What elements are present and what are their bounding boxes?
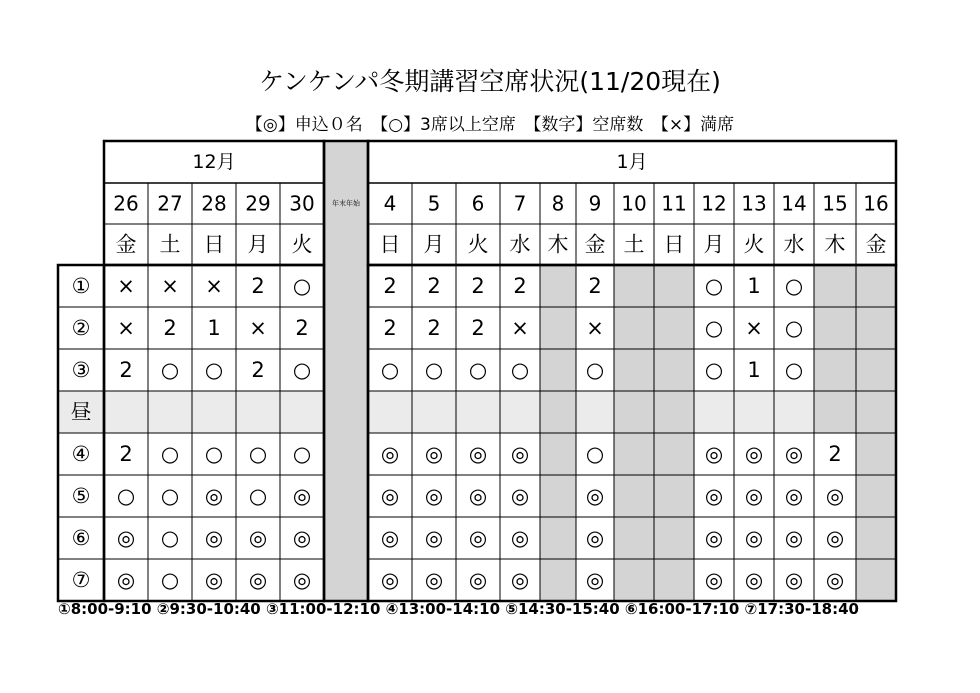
closed-cell [614, 349, 654, 391]
seat-status: ○ [704, 358, 724, 382]
seat-status: ◎ [380, 442, 400, 466]
seat-status: ○ [784, 316, 804, 340]
lunch-cell [694, 391, 734, 433]
seat-status: ○ [380, 358, 400, 382]
closed-cell [540, 307, 576, 349]
closed-cell [856, 307, 896, 349]
closed-cell [856, 349, 896, 391]
closed-cell [856, 265, 896, 307]
date-label: 15 [822, 191, 848, 216]
lunch-cell [104, 391, 148, 433]
closed-cell [614, 559, 654, 601]
seat-status: 2 [383, 274, 397, 298]
seat-status: ◎ [825, 526, 845, 550]
seat-status: ◎ [704, 526, 724, 550]
seat-status: ○ [292, 358, 312, 382]
seat-status: × [511, 316, 529, 340]
weekday-label: 火 [291, 232, 313, 257]
closed-cell [540, 349, 576, 391]
weekday-label: 木 [824, 232, 846, 257]
seat-status: 2 [251, 274, 265, 298]
seat-status: ◎ [744, 568, 764, 592]
weekday-label: 日 [203, 232, 225, 257]
seat-status: ◎ [510, 568, 530, 592]
seat-status: ○ [468, 358, 488, 382]
seat-status: ◎ [204, 526, 224, 550]
closed-cell [614, 307, 654, 349]
seat-status: ◎ [380, 526, 400, 550]
seat-status: ○ [204, 358, 224, 382]
date-label: 28 [201, 191, 227, 216]
seat-status: × [586, 316, 604, 340]
seat-status: ○ [116, 484, 136, 508]
seat-status: ◎ [585, 484, 605, 508]
closed-cell [614, 517, 654, 559]
period-label: ⑥ [71, 526, 91, 550]
seat-status: ◎ [248, 568, 268, 592]
seat-status: 2 [119, 442, 133, 466]
seat-status: ○ [292, 442, 312, 466]
seat-status: ◎ [424, 526, 444, 550]
seat-status: ◎ [380, 568, 400, 592]
seat-status: ○ [704, 274, 724, 298]
closed-cell [540, 517, 576, 559]
closed-cell [614, 475, 654, 517]
seat-status: ○ [585, 358, 605, 382]
lunch-cell [500, 391, 540, 433]
legend: 【◎】申込０名 【○】3席以上空席 【数字】空席数 【×】満席 [245, 115, 735, 135]
weekday-label: 金 [584, 232, 606, 257]
seat-status: ◎ [744, 442, 764, 466]
seat-status: 2 [163, 316, 177, 340]
closed-cell [856, 517, 896, 559]
seat-status: ◎ [510, 526, 530, 550]
seat-status: ◎ [744, 484, 764, 508]
seat-status: ◎ [585, 526, 605, 550]
closed-cell [540, 265, 576, 307]
seat-status: ◎ [424, 442, 444, 466]
seat-status: ◎ [468, 568, 488, 592]
closed-cell [654, 433, 694, 475]
closed-cell [654, 349, 694, 391]
date-label: 29 [245, 191, 271, 216]
seat-status: ◎ [204, 568, 224, 592]
lunch-cell [280, 391, 324, 433]
seat-status: ◎ [468, 442, 488, 466]
seat-status: ◎ [292, 568, 312, 592]
date-label: 7 [513, 191, 527, 216]
closed-cell [856, 433, 896, 475]
seat-status: 2 [471, 316, 485, 340]
seat-status: ○ [248, 442, 268, 466]
seat-status: ◎ [704, 484, 724, 508]
date-label: 30 [289, 191, 315, 216]
date-label: 11 [661, 191, 687, 216]
seat-status: ◎ [744, 526, 764, 550]
date-label: 12 [701, 191, 727, 216]
date-label: 5 [427, 191, 441, 216]
closed-cell [814, 391, 856, 433]
date-label: 10 [621, 191, 647, 216]
weekday-label: 水 [783, 232, 805, 257]
seat-status: 2 [251, 358, 265, 382]
seat-status: ○ [585, 442, 605, 466]
seat-status: × [205, 274, 223, 298]
seat-status: 1 [747, 274, 761, 298]
lunch-cell [412, 391, 456, 433]
weekday-label: 火 [467, 232, 489, 257]
closed-cell [654, 391, 694, 433]
seat-status: ◎ [510, 484, 530, 508]
page-title: ケンケンパ冬期講習空席状況(11/20現在) [259, 67, 721, 96]
date-label: 9 [588, 191, 602, 216]
lunch-cell [368, 391, 412, 433]
weekday-label: 月 [703, 232, 725, 257]
period-label: ④ [71, 442, 91, 466]
date-label: 4 [383, 191, 397, 216]
seat-status: 1 [747, 358, 761, 382]
seat-status: ◎ [825, 484, 845, 508]
seat-status: 2 [119, 358, 133, 382]
seat-status: ◎ [704, 442, 724, 466]
seat-status: 2 [427, 316, 441, 340]
seat-status: ○ [510, 358, 530, 382]
seat-status: ◎ [784, 442, 804, 466]
lunch-cell [456, 391, 500, 433]
closed-cell [540, 559, 576, 601]
weekday-label: 日 [663, 232, 685, 257]
lunch-cell [236, 391, 280, 433]
closed-cell [614, 433, 654, 475]
seat-status: 2 [295, 316, 309, 340]
seat-status: ◎ [784, 568, 804, 592]
period-label: ① [71, 274, 91, 298]
seat-status: ◎ [116, 568, 136, 592]
seat-status: ◎ [116, 526, 136, 550]
period-label: ③ [71, 358, 91, 382]
period-label: ⑤ [71, 484, 91, 508]
seat-status: ○ [160, 442, 180, 466]
seat-status: ○ [204, 442, 224, 466]
seat-status: 2 [828, 442, 842, 466]
closed-cell [654, 307, 694, 349]
seat-status: ○ [160, 358, 180, 382]
closed-cell [614, 265, 654, 307]
weekday-label: 土 [159, 232, 181, 257]
closed-cell [654, 517, 694, 559]
weekday-label: 水 [509, 232, 531, 257]
closed-cell [540, 433, 576, 475]
period-label: ② [71, 316, 91, 340]
seat-status: ○ [784, 274, 804, 298]
seat-status: ○ [248, 484, 268, 508]
closed-cell [540, 391, 576, 433]
seat-status: ○ [424, 358, 444, 382]
closed-cell [814, 349, 856, 391]
closed-cell [614, 391, 654, 433]
closed-cell [856, 475, 896, 517]
closed-cell [654, 559, 694, 601]
closed-cell [814, 307, 856, 349]
date-label: 13 [741, 191, 767, 216]
date-label: 6 [471, 191, 485, 216]
seat-status: ◎ [380, 484, 400, 508]
seat-status: 2 [471, 274, 485, 298]
seat-status: ◎ [784, 484, 804, 508]
seat-status: 2 [588, 274, 602, 298]
seat-status: ○ [160, 568, 180, 592]
lunch-cell [774, 391, 814, 433]
closed-cell [856, 559, 896, 601]
lunch-cell [734, 391, 774, 433]
weekday-label: 日 [379, 232, 401, 257]
seat-status: ○ [704, 316, 724, 340]
seat-status: ○ [292, 274, 312, 298]
date-label: 27 [157, 191, 183, 216]
seat-status: ◎ [248, 526, 268, 550]
lunch-cell [148, 391, 192, 433]
seat-status: ◎ [585, 568, 605, 592]
period-label: 昼 [70, 400, 92, 424]
seat-status: ○ [160, 484, 180, 508]
weekday-label: 木 [547, 232, 569, 257]
seat-status: 1 [207, 316, 221, 340]
weekday-label: 月 [247, 232, 269, 257]
seat-status: × [249, 316, 267, 340]
year-end-label: 年末年始 [332, 199, 360, 208]
month-label: 12月 [192, 151, 236, 173]
date-label: 16 [863, 191, 889, 216]
weekday-label: 金 [865, 232, 887, 257]
weekday-label: 月 [423, 232, 445, 257]
weekday-label: 火 [743, 232, 765, 257]
date-label: 8 [551, 191, 565, 216]
seat-status: ◎ [510, 442, 530, 466]
seat-status: ○ [784, 358, 804, 382]
lunch-cell [192, 391, 236, 433]
lunch-cell [576, 391, 614, 433]
period-label: ⑦ [71, 568, 91, 592]
closed-cell [654, 475, 694, 517]
seat-status: ◎ [825, 568, 845, 592]
date-label: 26 [113, 191, 139, 216]
seat-status: ◎ [424, 484, 444, 508]
seat-status: ◎ [468, 526, 488, 550]
month-label: 1月 [616, 151, 648, 173]
seat-status: × [745, 316, 763, 340]
seat-status: ◎ [704, 568, 724, 592]
seat-status: ◎ [784, 526, 804, 550]
seat-status: ◎ [292, 484, 312, 508]
seat-status: 2 [427, 274, 441, 298]
seat-status: ○ [160, 526, 180, 550]
weekday-label: 金 [115, 232, 137, 257]
seat-status: 2 [513, 274, 527, 298]
seat-status: × [161, 274, 179, 298]
seat-status: ◎ [424, 568, 444, 592]
weekday-label: 土 [623, 232, 645, 257]
seat-status: 2 [383, 316, 397, 340]
closed-cell [540, 475, 576, 517]
year-end-column [324, 141, 368, 601]
date-label: 14 [781, 191, 807, 216]
closed-cell [654, 265, 694, 307]
seat-status: × [117, 274, 135, 298]
closed-cell [814, 265, 856, 307]
closed-cell [856, 391, 896, 433]
period-times: ①8:00-9:10 ②9:30-10:40 ③11:00-12:10 ④13:00-14:10 ⑤14:30-15:40 ⑥16:00-17:10 ⑦17:30-18:40 [58, 600, 859, 618]
seat-status: ◎ [468, 484, 488, 508]
seat-status: × [117, 316, 135, 340]
seat-status: ◎ [292, 526, 312, 550]
seat-status: ◎ [204, 484, 224, 508]
